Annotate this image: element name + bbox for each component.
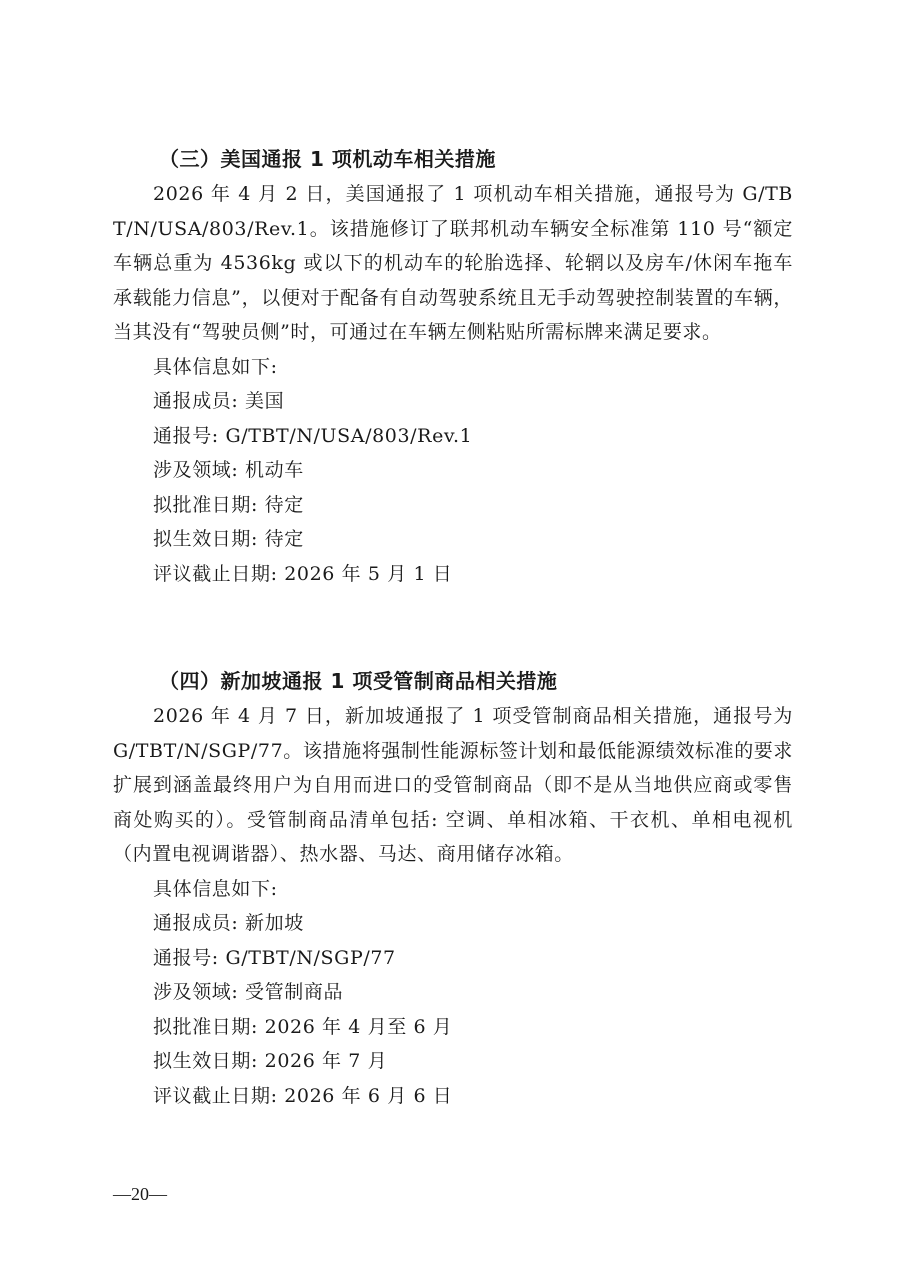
info-comment-deadline: 评议截止日期: 2026 年 6 月 6 日 bbox=[153, 1084, 453, 1107]
info-notification-number: 通报号: G/TBT/N/USA/803/Rev.1 bbox=[153, 424, 473, 447]
info-notifying-member: 通报成员: 美国 bbox=[153, 390, 285, 412]
section-usa-notification bbox=[113, 141, 793, 591]
info-list bbox=[113, 350, 793, 592]
page-number: —20— bbox=[113, 1184, 167, 1204]
info-approval-date: 拟批准日期: 2026 年 4 月至 6 月 bbox=[153, 1015, 453, 1038]
info-intro: 具体信息如下: bbox=[153, 355, 278, 378]
section-singapore-notification bbox=[113, 663, 793, 1113]
info-field: 涉及领域: 机动车 bbox=[153, 459, 304, 481]
info-list bbox=[113, 872, 793, 1114]
info-notification-number: 通报号: G/TBT/N/SGP/77 bbox=[153, 946, 396, 969]
info-effective-date: 拟生效日期: 待定 bbox=[153, 528, 304, 550]
info-intro: 具体信息如下: bbox=[153, 877, 278, 900]
info-approval-date: 拟批准日期: 待定 bbox=[153, 493, 304, 516]
section-heading: （四）新加坡通报 1 项受管制商品相关措施 bbox=[159, 669, 558, 693]
section-heading: （三）美国通报 1 项机动车相关措施 bbox=[159, 147, 496, 171]
section-paragraph: 2026 年 4 月 2 日，美国通报了 1 项机动车相关措施，通报号为 G/TBT/N/USA/803/Rev.1。该措施修订了联邦机动车辆安全标准第 110 号“额定车辆总重为 4536kg 或以下的机动车的轮胎选择、轮辋以及房车/休闲车拖车承载能力信息”，以便对于配备有自动驾驶系统且无手动驾驶控制装置的车辆，当其没有“驾驶员侧”时，可通过在车辆左侧粘贴所需标牌来满足要求。 bbox=[113, 183, 793, 343]
info-comment-deadline: 评议截止日期: 2026 年 5 月 1 日 bbox=[153, 562, 453, 585]
info-effective-date: 拟生效日期: 2026 年 7 月 bbox=[153, 1050, 388, 1072]
info-field: 涉及领域: 受管制商品 bbox=[153, 981, 344, 1003]
section-paragraph: 2026 年 4 月 7 日，新加坡通报了 1 项受管制商品相关措施，通报号为 G/TBT/N/SGP/77。该措施将强制性能源标签计划和最低能源绩效标准的要求扩展到涵盖最终用户为自用而进口的受管制商品（即不是从当地供应商或零售商处购买的）。受管制商品清单包括: 空调、单相冰箱、干衣机、单相电视机（内置电视调谐器）、热水器、马达、商用储存冰箱。 bbox=[113, 705, 793, 865]
info-notifying-member: 通报成员: 新加坡 bbox=[153, 912, 304, 934]
